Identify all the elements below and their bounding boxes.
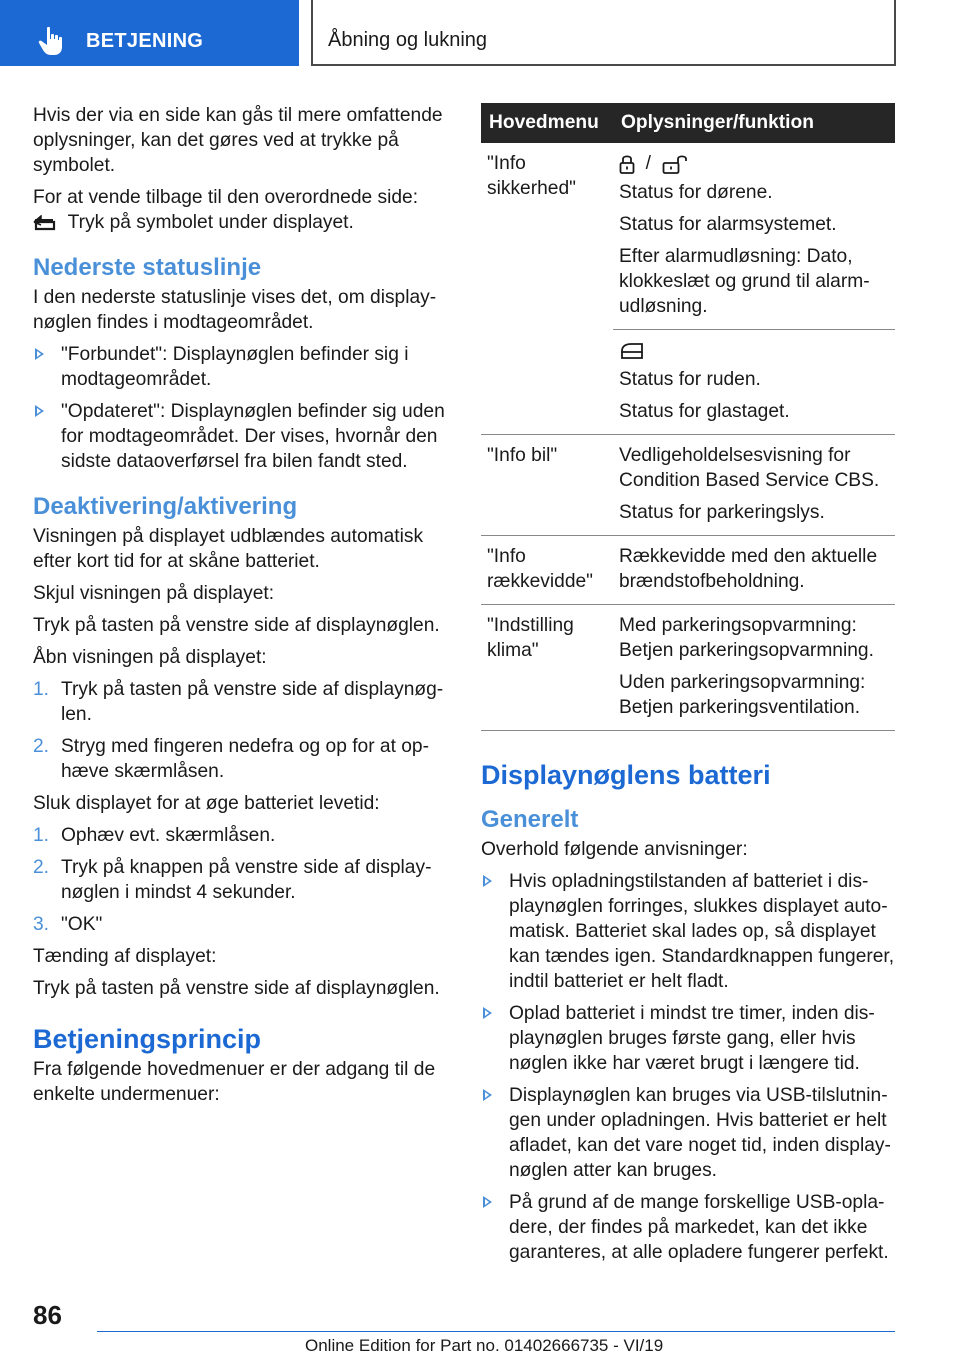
section-label: BETJENING xyxy=(86,30,204,52)
heading-general: Generelt xyxy=(481,806,579,833)
table-row xyxy=(481,435,895,536)
lock-open-icon xyxy=(662,154,688,174)
cbs-text: Vedligeholdelsesvisning for Condition Based Service CBS. xyxy=(619,445,880,491)
triangle-bullet-icon xyxy=(483,1089,492,1101)
list-item: 2. Stryg med fingeren nedefra og op for at ophæve skærmlåsen. xyxy=(33,736,429,782)
menu-cell: "Info rækkevidde" xyxy=(481,536,613,605)
footer-divider xyxy=(97,1331,895,1332)
triangle-bullet-icon xyxy=(483,875,492,887)
left-column xyxy=(33,103,445,1114)
list-item: "Opdateret": Displaynøglen befinder sig uden for modtageområdet. Der vises, hvornår den sidste dataoverførsel fra bilen fandt sted. xyxy=(33,399,445,474)
deactivation-paragraph: Visningen på displayet udblændes automatisk efter kort tid for at skåne batteriet. xyxy=(33,526,424,572)
page-number: 86 xyxy=(33,1300,62,1330)
table-row xyxy=(481,143,895,330)
table-header-row xyxy=(481,103,895,143)
lock-icons: / xyxy=(619,151,889,176)
range-text: Rækkevidde med den aktuelle brændstofbeholdning. xyxy=(619,546,878,592)
info-cell xyxy=(613,330,895,435)
info-cell xyxy=(613,605,895,731)
parking-light-status: Status for parkeringslys. xyxy=(619,502,825,523)
intro-paragraph: Hvis der via en side kan gås til mere omfattende oplysninger, kan det gøres ved at trykke på symbolet. xyxy=(33,105,443,176)
back-instruction xyxy=(33,185,445,235)
table-row xyxy=(481,330,895,435)
menu-cell: "Info bil" xyxy=(481,435,613,536)
chapter-title: Åbning og lukning xyxy=(328,29,488,51)
principle-paragraph: Fra følgende hovedmenuer er der adgang til de enkelte undermenuer: xyxy=(33,1059,436,1105)
window-icon-row xyxy=(619,338,889,363)
menu-cell xyxy=(481,330,613,435)
open-title: Åbn visningen på displayet: xyxy=(33,647,267,668)
general-paragraph: Overhold følgende anvisninger: xyxy=(481,839,748,860)
door-status: Status for dørene. xyxy=(619,182,773,203)
alarm-status: Status for alarmsystemet. xyxy=(619,214,837,235)
climate-with: Med parkeringsopvarmning: Betjen parkeringsopvarmning. xyxy=(619,615,874,661)
right-column xyxy=(481,103,895,1272)
off-title: Sluk displayet for at øge batteriet levetid: xyxy=(33,793,380,814)
heading-principle: Betjeningsprincip xyxy=(33,1024,262,1054)
info-cell xyxy=(613,143,895,330)
status-list xyxy=(33,342,445,474)
info-cell xyxy=(613,536,895,605)
list-item: Displaynøglen kan bruges via USB-tilslutningen under opladningen. Hvis batteriet er helt afladet, kan det vare noget tid, inden displaynøglen atter kan bruges. xyxy=(481,1083,895,1183)
hide-title: Skjul visningen på displayet: xyxy=(33,583,275,604)
triangle-bullet-icon xyxy=(35,348,44,360)
heading-deactivation: Deaktivering/aktivering xyxy=(33,493,298,520)
chapter-title-box xyxy=(311,0,896,66)
on-title: Tænding af displayet: xyxy=(33,946,217,967)
heading-status-line: Nederste statuslinje xyxy=(33,254,262,281)
lock-closed-icon xyxy=(619,154,635,174)
hand-pointer-icon xyxy=(38,26,66,56)
section-tab xyxy=(0,0,299,66)
back-text: Tryk på symbolet under displayet. xyxy=(67,212,354,233)
table-row xyxy=(481,536,895,605)
alarm-after: Efter alarmudløsning: Dato, klokkeslæt og grund til alarmudløsning. xyxy=(619,246,870,317)
menu-table xyxy=(481,103,895,731)
list-item: "Forbundet": Displaynøglen befinder sig i modtageområdet. xyxy=(33,342,445,392)
heading-battery: Displaynøglens batteri xyxy=(481,760,771,790)
column-header: Hovedmenu xyxy=(481,103,613,143)
triangle-bullet-icon xyxy=(483,1196,492,1208)
info-cell xyxy=(613,435,895,536)
back-title: For at vende tilbage til den overordnede side: xyxy=(33,187,419,208)
off-steps xyxy=(33,823,445,937)
list-item: På grund af de mange forskellige USB-opladere, der findes på markedet, kan det ikke garanteres, at alle opladere fungerer perfekt. xyxy=(481,1190,895,1265)
hide-text: Tryk på tasten på venstre side af displaynøglen. xyxy=(33,615,440,636)
triangle-bullet-icon xyxy=(483,1007,492,1019)
list-item: Hvis opladningstilstanden af batteriet i displaynøglen forringes, slukkes displayet automatisk. Batteriet skal lades op, så displayet kan tændes igen. Standardknappen fungerer, indtil batteriet er helt fladt. xyxy=(481,869,895,994)
list-item: 2. Tryk på knappen på venstre side af displaynøglen i mindst 4 sekunder. xyxy=(33,857,432,903)
list-item: Oplad batteriet i mindst tre timer, inden displaynøglen bruges første gang, eller hvis nøglen ikke har været brugt i længere tid. xyxy=(481,1001,895,1076)
open-steps xyxy=(33,677,445,784)
on-text: Tryk på tasten på venstre side af displaynøglen. xyxy=(33,978,440,999)
back-arrow-icon xyxy=(33,215,57,231)
roof-status: Status for glastaget. xyxy=(619,401,790,422)
list-item: 1. Tryk på tasten på venstre side af displaynøglen. xyxy=(33,679,444,725)
battery-list xyxy=(481,869,895,1265)
table-row xyxy=(481,605,895,731)
edition-text: Online Edition for Part no. 01402666735 - VI/19 xyxy=(305,1336,664,1355)
list-item: 1. Ophæv evt. skærmlåsen. xyxy=(33,825,276,846)
window-status: Status for ruden. xyxy=(619,369,761,390)
climate-without: Uden parkeringsopvarmning: Betjen parkeringsventilation. xyxy=(619,672,866,718)
list-item: 3. "OK" xyxy=(33,914,103,935)
status-paragraph: I den nederste statuslinje vises det, om displaynøglen findes i modtageområdet. xyxy=(33,287,437,333)
column-header: Oplysninger/funktion xyxy=(613,103,895,143)
triangle-bullet-icon xyxy=(35,405,44,417)
page-header xyxy=(0,0,960,66)
car-window-icon xyxy=(619,342,645,360)
menu-cell: "Info sikkerhed" xyxy=(487,153,576,199)
menu-cell: "Indstilling klima" xyxy=(481,605,613,731)
